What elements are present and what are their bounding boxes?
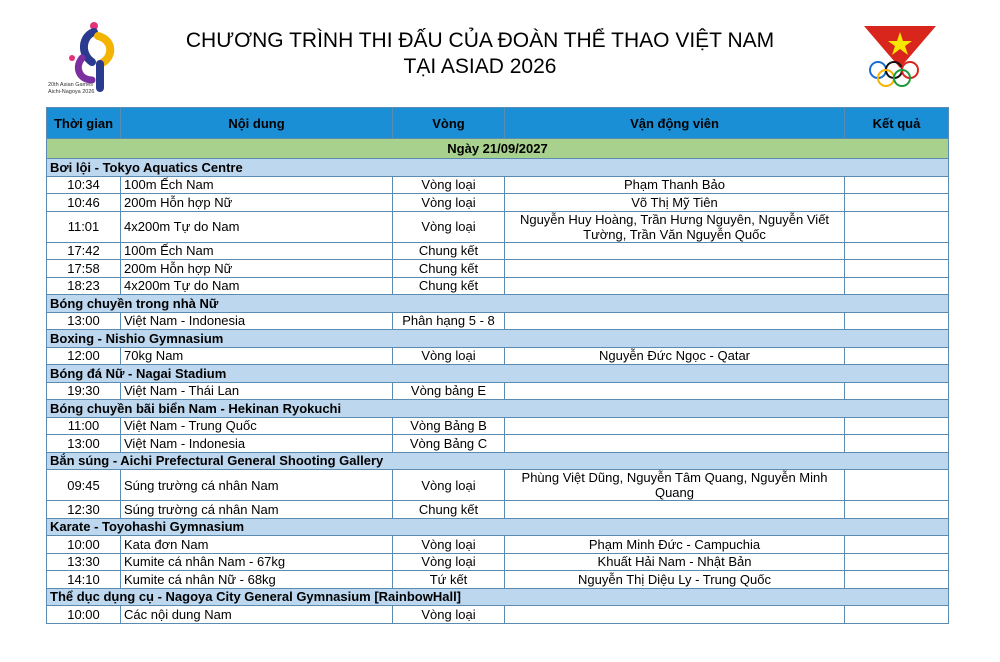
cell-result [845, 606, 949, 624]
header-event: Nội dung [121, 108, 393, 139]
cell-result [845, 536, 949, 554]
cell-round: Vòng loại [393, 536, 505, 554]
cell-result [845, 553, 949, 571]
cell-athletes: Phạm Minh Đức - Campuchia [505, 536, 845, 554]
cell-event: Việt Nam - Trung Quốc [121, 417, 393, 435]
logo-caption-line1: 20th Asian Games [48, 82, 93, 88]
cell-time: 13:00 [47, 312, 121, 330]
day-label: Ngày 21/09/2027 [47, 139, 949, 159]
cell-round: Chung kết [393, 260, 505, 278]
cell-event: 100m Ếch Nam [121, 242, 393, 260]
cell-athletes [505, 501, 845, 519]
section-title: Bơi lội - Tokyo Aquatics Centre [47, 159, 949, 177]
table-row [47, 606, 949, 624]
table-row [47, 470, 949, 501]
cell-time: 10:00 [47, 536, 121, 554]
header-round: Vòng [393, 108, 505, 139]
cell-athletes: Khuất Hải Nam - Nhật Bản [505, 553, 845, 571]
cell-result [845, 176, 949, 194]
section-title: Thể dục dụng cụ - Nagoya City General Gymnasium [RainbowHall] [47, 588, 949, 606]
cell-time: 10:00 [47, 606, 121, 624]
table-row [47, 435, 949, 453]
cell-time: 13:30 [47, 553, 121, 571]
cell-athletes: Phạm Thanh Bảo [505, 176, 845, 194]
cell-result [845, 382, 949, 400]
day-row [47, 139, 949, 159]
cell-round: Chung kết [393, 501, 505, 519]
cell-event: Kumite cá nhân Nam - 67kg [121, 553, 393, 571]
table-row [47, 501, 949, 519]
section-row [47, 518, 949, 536]
section-row [47, 400, 949, 418]
cell-result [845, 571, 949, 589]
section-title: Bóng đá Nữ - Nagai Stadium [47, 365, 949, 383]
page-header [0, 0, 1000, 106]
cell-result [845, 277, 949, 295]
cell-athletes [505, 242, 845, 260]
table-row [47, 536, 949, 554]
section-row [47, 588, 949, 606]
cell-round: Chung kết [393, 242, 505, 260]
cell-event: 4x200m Tự do Nam [121, 277, 393, 295]
table-row [47, 194, 949, 212]
cell-time: 14:10 [47, 571, 121, 589]
cell-time: 10:46 [47, 194, 121, 212]
section-row [47, 330, 949, 348]
cell-time: 17:58 [47, 260, 121, 278]
section-title: Bóng chuyền bãi biển Nam - Hekinan Ryokuchi [47, 400, 949, 418]
cell-time: 19:30 [47, 382, 121, 400]
cell-time: 11:01 [47, 211, 121, 242]
cell-event: 200m Hỗn hợp Nữ [121, 194, 393, 212]
cell-round: Phân hạng 5 - 8 [393, 312, 505, 330]
cell-athletes [505, 417, 845, 435]
logo-caption-line2: Aichi-Nagoya 2026 [48, 88, 95, 95]
cell-result [845, 501, 949, 519]
table-row [47, 277, 949, 295]
section-title: Boxing - Nishio Gymnasium [47, 330, 949, 348]
cell-time: 10:34 [47, 176, 121, 194]
cell-event: Kata đơn Nam [121, 536, 393, 554]
cell-result [845, 435, 949, 453]
cell-athletes [505, 435, 845, 453]
cell-time: 12:00 [47, 347, 121, 365]
title-line-2: TẠI ASIAD 2026 [403, 55, 557, 78]
cell-event: Việt Nam - Indonesia [121, 435, 393, 453]
table-row [47, 312, 949, 330]
cell-round: Vòng loại [393, 606, 505, 624]
cell-result [845, 242, 949, 260]
table-row [47, 211, 949, 242]
cell-round: Vòng bảng E [393, 382, 505, 400]
section-row [47, 295, 949, 313]
cell-time: 09:45 [47, 470, 121, 501]
cell-time: 12:30 [47, 501, 121, 519]
header-time: Thời gian [47, 108, 121, 139]
cell-result [845, 470, 949, 501]
cell-athletes: Nguyễn Huy Hoàng, Trần Hưng Nguyên, Nguyễn Viết Tường, Trần Văn Nguyễn Quốc [505, 211, 845, 242]
cell-event: Việt Nam - Indonesia [121, 312, 393, 330]
cell-result [845, 211, 949, 242]
cell-time: 13:00 [47, 435, 121, 453]
cell-athletes [505, 606, 845, 624]
cell-time: 17:42 [47, 242, 121, 260]
table-header-row [47, 108, 949, 139]
cell-result [845, 347, 949, 365]
cell-event: 200m Hỗn hợp Nữ [121, 260, 393, 278]
cell-round: Vòng Bảng B [393, 417, 505, 435]
cell-result [845, 260, 949, 278]
cell-event: Kumite cá nhân Nữ - 68kg [121, 571, 393, 589]
cell-round: Vòng loại [393, 553, 505, 571]
cell-athletes [505, 312, 845, 330]
table-row [47, 382, 949, 400]
cell-athletes [505, 382, 845, 400]
cell-round: Vòng loại [393, 347, 505, 365]
cell-round: Vòng loại [393, 470, 505, 501]
cell-athletes: Võ Thị Mỹ Tiên [505, 194, 845, 212]
cell-event: Các nội dung Nam [121, 606, 393, 624]
cell-round: Vòng loại [393, 194, 505, 212]
cell-athletes: Phùng Việt Dũng, Nguyễn Tâm Quang, Nguyễn Minh Quang [505, 470, 845, 501]
table-row [47, 242, 949, 260]
cell-round: Vòng Bảng C [393, 435, 505, 453]
vietnam-olympic-logo-icon [860, 22, 940, 92]
cell-event: Việt Nam - Thái Lan [121, 382, 393, 400]
cell-athletes [505, 277, 845, 295]
cell-round: Vòng loại [393, 211, 505, 242]
table-row [47, 571, 949, 589]
cell-athletes: Nguyễn Đức Ngọc - Qatar [505, 347, 845, 365]
header-athletes: Vận động viên [505, 108, 845, 139]
cell-athletes: Nguyễn Thị Diệu Ly - Trung Quốc [505, 571, 845, 589]
cell-time: 11:00 [47, 417, 121, 435]
cell-event: Súng trường cá nhân Nam [121, 501, 393, 519]
cell-event: 4x200m Tự do Nam [121, 211, 393, 242]
cell-result [845, 312, 949, 330]
cell-athletes [505, 260, 845, 278]
section-row [47, 159, 949, 177]
table-row [47, 176, 949, 194]
cell-round: Chung kết [393, 277, 505, 295]
cell-round: Tứ kết [393, 571, 505, 589]
cell-event: 70kg Nam [121, 347, 393, 365]
table-row [47, 553, 949, 571]
table-row [47, 260, 949, 278]
title-line-1: CHƯƠNG TRÌNH THI ĐẤU CỦA ĐOÀN THỂ THAO VIỆT NAM [185, 29, 775, 52]
section-title: Bắn súng - Aichi Prefectural General Shooting Gallery [47, 452, 949, 470]
section-title: Bóng chuyền trong nhà Nữ [47, 295, 949, 313]
section-row [47, 452, 949, 470]
table-row [47, 417, 949, 435]
cell-result [845, 194, 949, 212]
section-row [47, 365, 949, 383]
table-body [47, 139, 949, 624]
cell-time: 18:23 [47, 277, 121, 295]
schedule-table [46, 107, 949, 624]
cell-result [845, 417, 949, 435]
section-title: Karate - Toyohashi Gymnasium [47, 518, 949, 536]
logo-caption [48, 82, 138, 95]
table-row [47, 347, 949, 365]
page-title [0, 28, 960, 80]
cell-round: Vòng loại [393, 176, 505, 194]
header-result: Kết quả [845, 108, 949, 139]
cell-event: Súng trường cá nhân Nam [121, 470, 393, 501]
cell-event: 100m Ếch Nam [121, 176, 393, 194]
